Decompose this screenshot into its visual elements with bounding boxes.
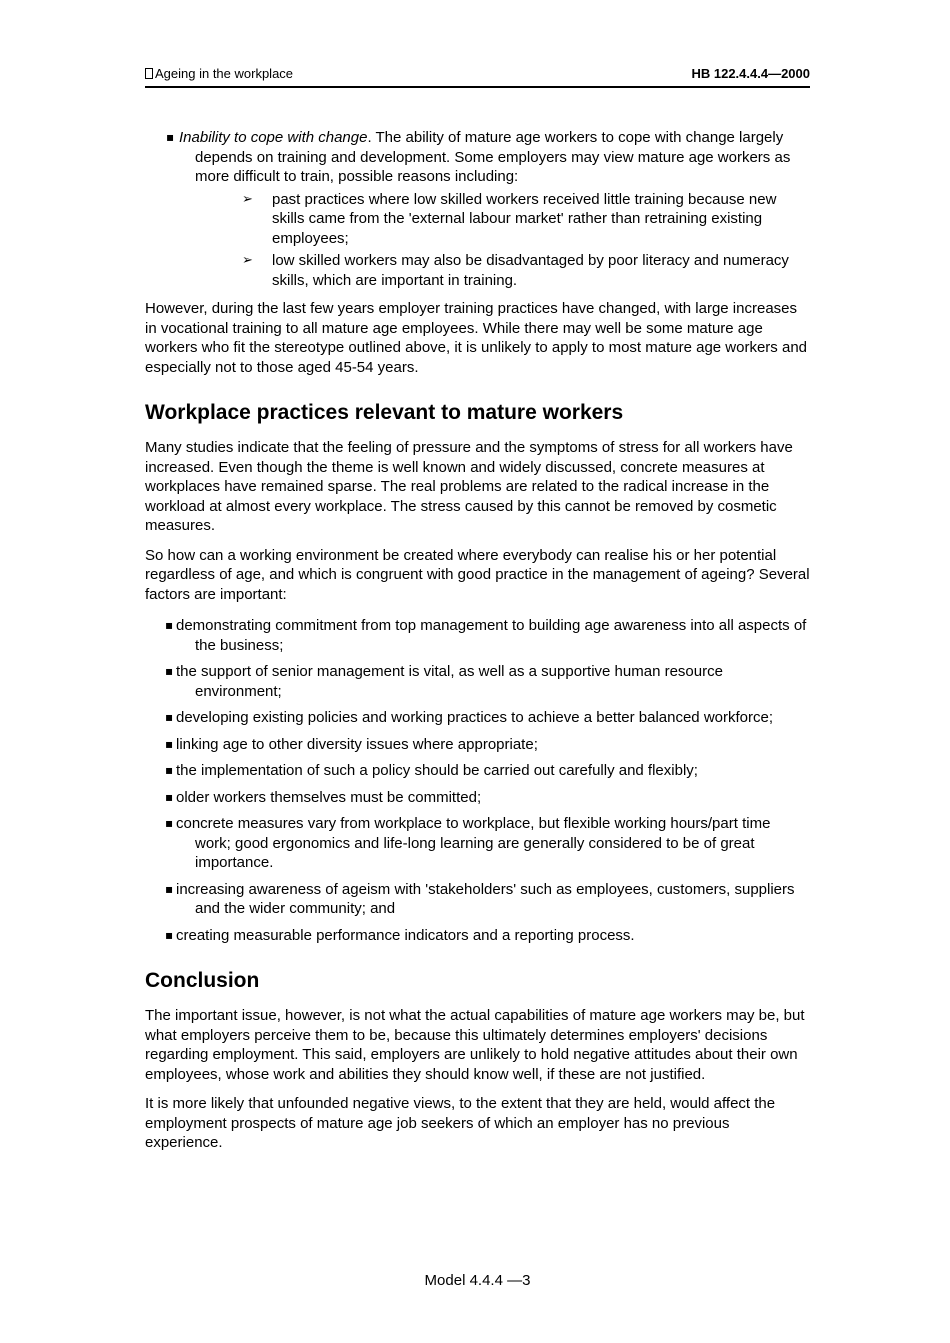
sub-item-text: low skilled workers may also be disadvantaged by poor literacy and numeracy skills, which are important in training.	[272, 252, 789, 289]
list-item	[145, 814, 810, 873]
square-bullet-icon: ▪	[165, 736, 174, 751]
square-bullet-icon: ▪	[165, 763, 174, 777]
factor-text: demonstrating commitment from top management to building age awareness into all aspects of the business;	[176, 617, 807, 654]
paragraph-so-how: So how can a working environment be created where everybody can realise his or her potential regardless of age, and which is congruent with good practice in the management of ageing? Several factors are important:	[145, 546, 810, 603]
header-doc-number: HB 122.4.4.4—2000	[691, 66, 810, 81]
square-bullet-icon: ▪	[165, 710, 174, 724]
paragraph-important-issue: The important issue, however, is not what the actual capabilities of mature age workers may be, but what employers perceive them to be, because this ultimately determines employers' decisions regarding employment. This said, employers are unlikely to hold negative attitudes about their own employees, whose work and abilities they should know well, if these are not justified.	[145, 1007, 805, 1083]
paragraph-more-likely: It is more likely that unfounded negative views, to the extent that they are held, would affect the employment prospects of mature age job seekers of which an employer has no previous experience.	[145, 1095, 776, 1151]
factor-text: the implementation of such a policy should be carried out carefully and flexibly;	[176, 762, 698, 779]
factor-text: increasing awareness of ageism with 'stakeholders' such as employees, customers, suppliers and the wider community; and	[176, 880, 795, 917]
list-item	[195, 190, 810, 249]
square-bullet-icon: ▪	[165, 664, 174, 678]
list-item	[145, 735, 810, 755]
section-heading-workplace-practices: Workplace practices relevant to mature workers	[145, 401, 624, 424]
sub-bullet-list	[195, 190, 810, 291]
factor-text: older workers themselves must be committed;	[176, 788, 482, 806]
list-item	[145, 926, 810, 946]
paragraph-many-studies: Many studies indicate that the feeling of pressure and the symptoms of stress for all workers have increased. Even though the theme is well known and widely discussed, concrete measures at workplaces have remained sparse. The real problems are related to the radical increase in the workload at almost every workplace. The stress caused by this cannot be removed by cosmetic measures.	[145, 439, 793, 534]
document-body	[145, 88, 810, 1163]
paragraph-however: However, during the last few years employer training practices have changed, with large increases in vocational training to all mature age employees. While there may well be some mature age workers who fit the stereotype outlined above, it is unlikely to apply to most mature age workers and especially not to those aged 45-54 years.	[145, 300, 807, 376]
square-bullet-icon: ▪	[165, 618, 174, 632]
factor-text: linking age to other diversity issues where appropriate;	[176, 735, 538, 753]
factor-text: the support of senior management is vital, as well as a supportive human resource environment;	[176, 663, 723, 700]
list-item-inability	[145, 128, 810, 290]
bullet-text: . The ability of mature age workers to cope with change largely depends on training and development. Some employers may view mature age workers as more difficult to train, possible reasons including:	[195, 129, 791, 185]
section-heading-conclusion: Conclusion	[145, 969, 260, 992]
square-bullet-icon: ▪	[165, 789, 174, 804]
square-bullet-icon: ▪	[165, 927, 174, 942]
arrow-bullet-icon: ➢	[242, 191, 253, 207]
box-glyph-icon	[145, 68, 153, 79]
factor-text: concrete measures vary from workplace to workplace, but flexible working hours/part time work; good ergonomics and life-long learning are generally considered to be of great importance.	[176, 815, 771, 871]
list-item	[145, 880, 810, 919]
factor-text: creating measurable performance indicators and a reporting process.	[176, 926, 635, 944]
bullet-lead-italic: Inability to cope with change	[179, 129, 368, 146]
square-bullet-icon: ▪	[165, 816, 174, 830]
list-item	[145, 708, 810, 728]
sub-item-text: past practices where low skilled workers received little training because new skills came from the 'external labour market' rather than retraining existing employees;	[272, 190, 777, 247]
list-item	[145, 616, 810, 655]
square-bullet-icon: ▪	[165, 881, 174, 896]
list-item	[145, 761, 810, 781]
page-footer: Model 4.4.4 —3	[424, 1272, 531, 1289]
factor-text: developing existing policies and working practices to achieve a better balanced workforce;	[176, 709, 774, 726]
arrow-bullet-icon: ➢	[242, 253, 253, 268]
list-item	[145, 662, 810, 701]
factors-bullet-list	[145, 616, 810, 945]
list-item	[145, 788, 810, 808]
page-header	[145, 66, 810, 88]
list-item	[195, 251, 810, 290]
header-running-title	[145, 66, 293, 81]
running-title-text: Ageing in the workplace	[155, 66, 294, 81]
square-bullet-icon: ▪	[166, 130, 175, 144]
